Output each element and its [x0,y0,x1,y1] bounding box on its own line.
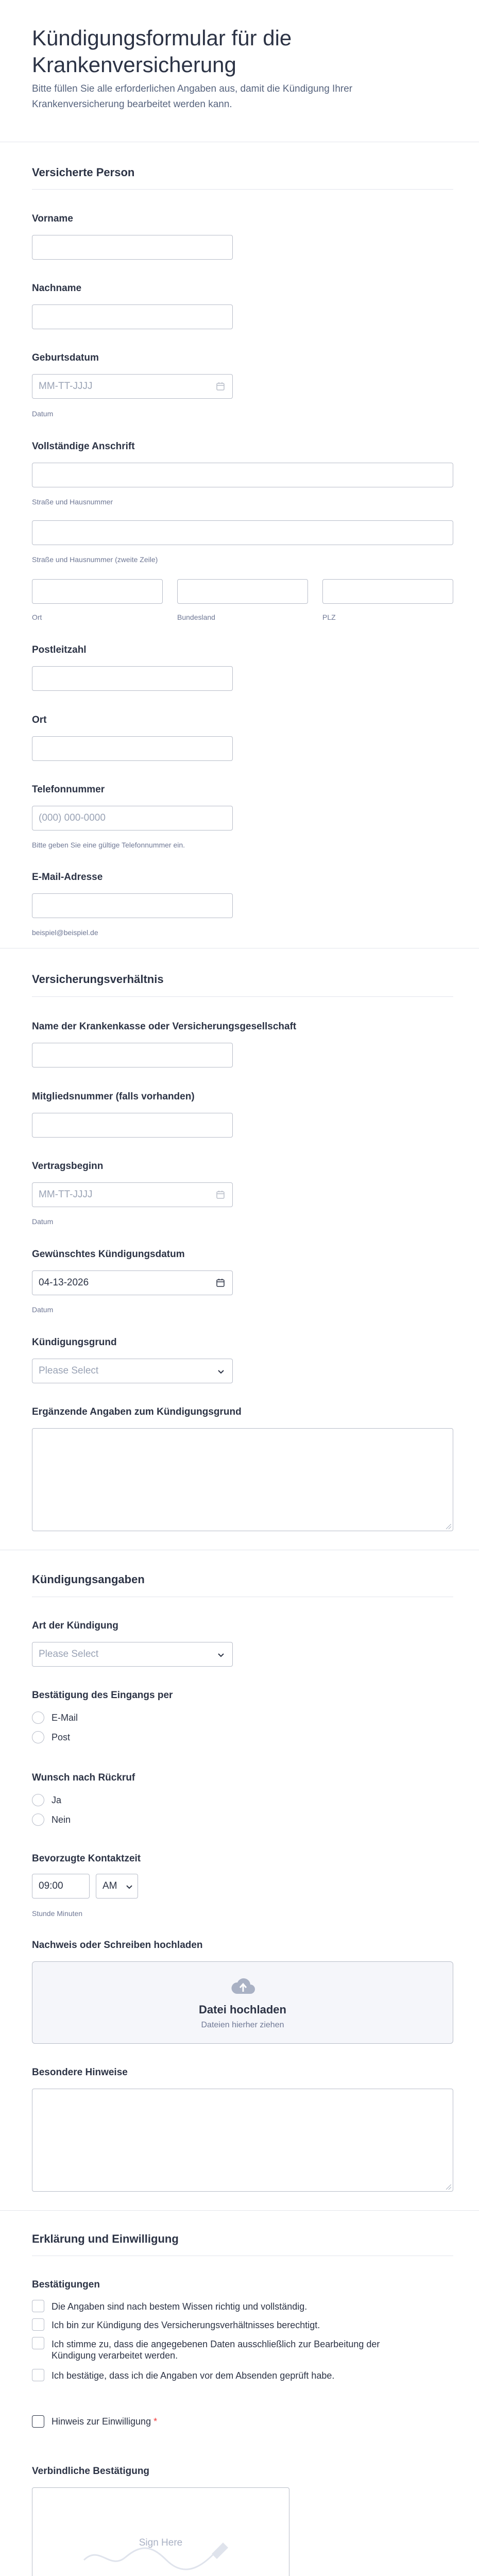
street-line2-input[interactable] [32,520,453,545]
radio-post-label: Post [52,1732,71,1742]
resize-handle-icon[interactable] [446,1524,451,1529]
resize-handle-icon[interactable] [446,2184,451,2190]
chevron-down-icon [217,1367,225,1376]
upload-title: Datei hochladen [199,2003,286,2016]
required-asterisk: * [153,2416,158,2427]
signature-pad[interactable] [32,2487,289,2576]
signature-placeholder: Sign Here [139,2537,183,2548]
contract-start-sublabel: Datum [32,1217,54,1226]
notes-label: Besondere Hinweise [32,2067,128,2078]
email-input[interactable] [32,893,233,918]
confirm-checkbox-1-label: Die Angaben sind nach bestem Wissen richtig und vollständig. [52,2301,307,2312]
town-label: Ort [32,715,47,725]
cloud-upload-icon [231,1976,255,1995]
postal-code-label: Postleitzahl [32,645,87,655]
email-sublabel: beispiel@beispiel.de [32,928,98,937]
town-input[interactable] [32,736,233,761]
calendar-icon[interactable] [216,382,225,391]
member-number-label: Mitgliedsnummer (falls vorhanden) [32,1091,195,1102]
form-title: Kündigungsformular für die Krankenversicherung [32,26,292,77]
reason-extra-textarea[interactable] [32,1428,453,1531]
cancel-date-value: 04-13-2026 [39,1277,89,1288]
contact-time-value: 09:00 [39,1880,63,1891]
birth-date-sublabel: Datum [32,410,54,418]
contact-time-sublabel: Stunde Minuten [32,1909,83,1918]
city-input[interactable] [32,579,163,604]
state-input[interactable] [177,579,308,604]
signature-label: Verbindliche Bestätigung [32,2466,150,2477]
radio-email[interactable] [32,1711,44,1724]
birth-date-placeholder: MM-TT-JJJJ [39,381,93,392]
street-line1-input[interactable] [32,463,453,487]
section-separator [0,2210,479,2211]
address-label: Vollständige Anschrift [32,441,135,452]
phone-label: Telefonnummer [32,784,105,795]
radio-callback-no[interactable] [32,1814,44,1826]
phone-sublabel: Bitte geben Sie eine gültige Telefonnummer ein. [32,841,185,849]
zip-sublabel: PLZ [322,613,336,621]
section-title-person: Versicherte Person [32,166,135,179]
confirm-receipt-label: Bestätigung des Eingangs per [32,1690,173,1701]
first-name-input[interactable] [32,235,233,260]
street-line1-sublabel: Straße und Hausnummer [32,498,113,506]
confirm-checkbox-2[interactable] [32,2318,44,2331]
street-line2-sublabel: Straße und Hausnummer (zweite Zeile) [32,555,158,564]
first-name-label: Vorname [32,213,73,224]
confirmations-label: Bestätigungen [32,2279,100,2290]
confirm-checkbox-1[interactable] [32,2300,44,2312]
upload-subtitle: Dateien hierher ziehen [201,2021,284,2029]
form-subtitle: Bitte füllen Sie alle erforderlichen Angaben aus, damit die Kündigung Ihrer Krankenversicherung bearbeitet werden kann. [32,83,353,110]
postal-code-input[interactable] [32,666,233,691]
radio-email-label: E-Mail [52,1713,78,1723]
zip-input[interactable] [322,579,453,604]
notes-textarea[interactable] [32,2089,453,2192]
email-label: E-Mail-Adresse [32,872,103,883]
chevron-down-icon [217,1651,225,1659]
cancel-date-input[interactable] [32,1270,233,1295]
callback-label: Wunsch nach Rückruf [32,1772,135,1783]
section-title-declaration: Erklärung und Einwilligung [32,2232,179,2245]
radio-callback-no-label: Nein [52,1815,71,1825]
insurer-name-input[interactable] [32,1043,233,1067]
chevron-down-icon [125,1883,133,1891]
cancel-date-label: Gewünschtes Kündigungsdatum [32,1249,185,1260]
state-sublabel: Bundesland [177,613,215,621]
reason-extra-label: Ergänzende Angaben zum Kündigungsgrund [32,1406,242,1417]
contract-start-placeholder: MM-TT-JJJJ [39,1189,93,1200]
reason-select[interactable] [32,1359,233,1383]
consent-label [52,2416,157,2427]
contact-time-input[interactable] [32,1874,90,1899]
calendar-icon[interactable] [216,1190,225,1199]
insurer-name-label: Name der Krankenkasse oder Versicherungsgesellschaft [32,1021,297,1032]
section-divider [32,996,453,997]
phone-placeholder: (000) 000-0000 [39,812,106,823]
reason-placeholder: Please Select [39,1365,99,1376]
upload-label: Nachweis oder Schreiben hochladen [32,1940,203,1951]
last-name-input[interactable] [32,304,233,329]
cancellation-type-select[interactable] [32,1642,233,1667]
cancel-date-sublabel: Datum [32,1306,54,1314]
section-title-cancellation: Kündigungsangaben [32,1573,145,1586]
birth-date-input[interactable] [32,374,233,399]
contract-start-input[interactable] [32,1182,233,1207]
section-title-insurance: Versicherungsverhältnis [32,973,164,986]
section-divider [32,189,453,190]
birth-date-label: Geburtsdatum [32,352,99,363]
reason-label: Kündigungsgrund [32,1337,117,1348]
radio-callback-yes-label: Ja [52,1795,62,1805]
ampm-value: AM [102,1880,117,1891]
confirm-checkbox-4[interactable] [32,2369,44,2381]
signature-placeholder-icon [79,2529,244,2575]
contact-time-label: Bevorzugte Kontaktzeit [32,1853,141,1864]
consent-label-text: Hinweis zur Einwilligung [52,2416,151,2427]
confirm-checkbox-2-label: Ich bin zur Kündigung des Versicherungsverhältnisses berechtigt. [52,2320,320,2330]
calendar-icon[interactable] [216,1278,225,1287]
consent-checkbox[interactable] [32,2415,44,2428]
phone-input[interactable] [32,806,233,831]
member-number-input[interactable] [32,1113,233,1138]
file-upload-dropzone[interactable] [32,1961,453,2044]
contract-start-label: Vertragsbeginn [32,1161,104,1172]
confirm-checkbox-3-label: Ich stimme zu, dass die angegebenen Daten ausschließlich zur Bearbeitung der Kündigung verarbeitet werden. [52,2339,380,2361]
cancellation-type-label: Art der Kündigung [32,1620,118,1631]
city-sublabel: Ort [32,613,42,621]
radio-callback-yes[interactable] [32,1794,44,1806]
cancellation-type-placeholder: Please Select [39,1649,99,1659]
last-name-label: Nachname [32,283,82,294]
confirm-checkbox-3[interactable] [32,2337,44,2349]
confirm-checkbox-4-label: Ich bestätige, dass ich die Angaben vor dem Absenden geprüft habe. [52,2370,335,2381]
radio-post[interactable] [32,1731,44,1743]
ampm-select[interactable] [96,1874,138,1899]
